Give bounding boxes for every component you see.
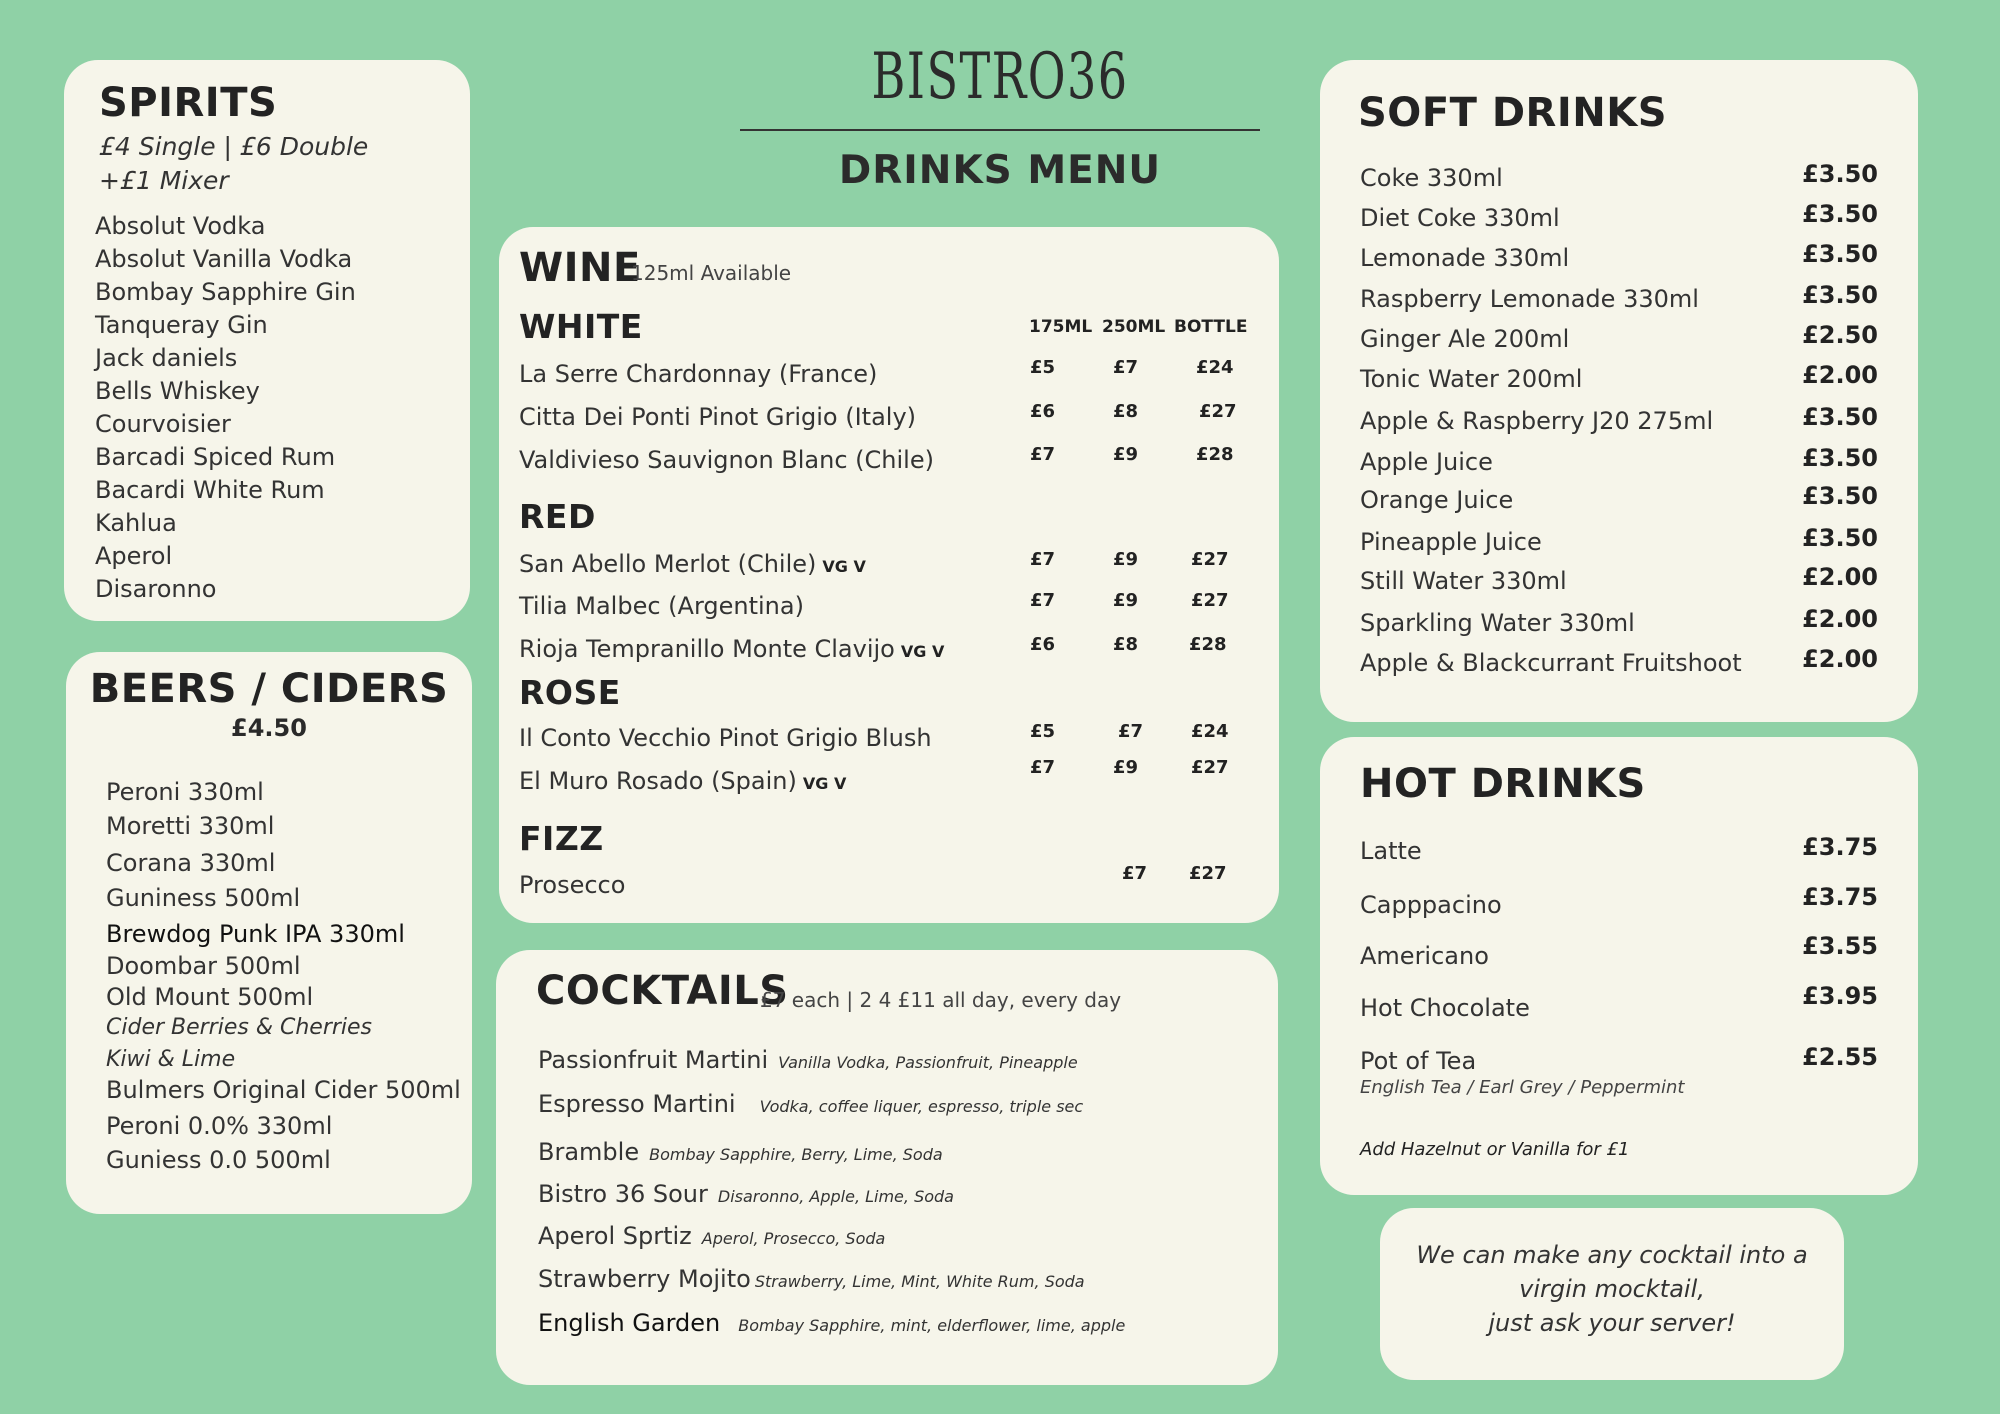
- list-item: Apple Juice £3.50: [1360, 444, 1878, 476]
- list-item: Absolut Vanilla Vodka: [95, 245, 353, 273]
- price-bottle: £28: [1196, 444, 1234, 465]
- soft-drinks-card: [1320, 60, 1918, 722]
- list-item: Bramble Bombay Sapphire, Berry, Lime, Soda: [538, 1138, 943, 1166]
- brand-logo: BISTRO36: [871, 40, 1129, 114]
- list-item: Latte £3.75: [1360, 833, 1878, 865]
- price-bottle: £27: [1199, 401, 1237, 422]
- list-item: Bulmers Original Cider 500ml: [106, 1076, 461, 1104]
- price: £3.50: [1802, 281, 1878, 309]
- price-250ml: £8: [1113, 634, 1139, 655]
- list-item: Passionfruit Martini Vanilla Vodka, Passionfruit, Pineapple: [538, 1046, 1078, 1074]
- cocktail-ingredients: Bombay Sapphire, Berry, Lime, Soda: [649, 1145, 943, 1164]
- beers-card: [66, 652, 472, 1214]
- price: £3.95: [1802, 982, 1878, 1010]
- list-item: Barcadi Spiced Rum: [95, 443, 336, 471]
- spirits-mixer: +£1 Mixer: [99, 166, 229, 195]
- vegan-tag: VG V: [802, 774, 847, 793]
- spirits-title: SPIRITS: [99, 80, 278, 126]
- mocktail-note-card: [1380, 1208, 1844, 1380]
- vegan-tag: VG V: [822, 557, 866, 576]
- list-item: Old Mount 500ml: [106, 983, 314, 1011]
- price-250ml: £9: [1113, 444, 1139, 465]
- price-250ml: £9: [1113, 549, 1139, 570]
- list-item: Jack daniels: [95, 344, 238, 372]
- section-fizz: FIZZ: [519, 819, 604, 858]
- soft-drinks-title: SOFT DRINKS: [1358, 90, 1668, 136]
- list-item: Pot of Tea £2.55: [1360, 1043, 1878, 1075]
- price: £3.50: [1802, 444, 1878, 472]
- beers-price: £4.50: [231, 714, 307, 742]
- price-250ml: £7: [1118, 721, 1144, 742]
- list-item: Lemonade 330ml £3.50: [1360, 240, 1878, 272]
- list-item: Raspberry Lemonade 330ml £3.50: [1360, 281, 1878, 313]
- list-item: Tonic Water 200ml £2.00: [1360, 361, 1878, 393]
- cocktails-subtitle: £7 each | 2 4 £11 all day, every day: [760, 988, 1122, 1012]
- price: £3.50: [1802, 200, 1878, 228]
- list-item: Aperol Sprtiz Aperol, Prosecco, Soda: [538, 1222, 886, 1250]
- mocktail-note: We can make any cocktail into a virgin mocktail, just ask your server!: [1416, 1241, 1808, 1337]
- cocktails-title: COCKTAILS: [536, 968, 789, 1014]
- list-item: Bacardi White Rum: [95, 476, 325, 504]
- price-250ml: £7: [1113, 357, 1139, 378]
- list-item: Doombar 500ml: [106, 952, 301, 980]
- beers-title: BEERS / CIDERS: [89, 666, 449, 712]
- spirits-list: [95, 210, 356, 606]
- list-item: Sparkling Water 330ml £2.00: [1360, 605, 1878, 637]
- price-175ml: £7: [1030, 549, 1056, 570]
- hot-drinks-card: [1320, 737, 1918, 1195]
- price-bottle: £27: [1191, 757, 1229, 778]
- section-red: RED: [519, 497, 596, 536]
- list-item: Tanqueray Gin: [95, 311, 268, 339]
- list-item: Apple & Raspberry J20 275ml £3.50: [1360, 403, 1878, 435]
- hot-drinks-title: HOT DRINKS: [1360, 761, 1646, 807]
- list-item: Strawberry Mojito Strawberry, Lime, Mint, White Rum, Soda: [538, 1265, 1085, 1293]
- cocktail-ingredients: Bombay Sapphire, mint, elderflower, lime, apple: [738, 1316, 1126, 1335]
- cocktails-card: [496, 950, 1278, 1385]
- price: £2.00: [1802, 645, 1878, 673]
- wine-name: La Serre Chardonnay (France): [519, 360, 878, 388]
- section-white: WHITE: [519, 307, 643, 346]
- list-item: Pineapple Juice £3.50: [1360, 524, 1878, 556]
- wine-name: San Abello Merlot (Chile) VG V: [519, 550, 866, 578]
- price: £3.75: [1802, 833, 1878, 861]
- list-item: Bistro 36 Sour Disaronno, Apple, Lime, Soda: [538, 1180, 954, 1208]
- list-item: Guniness 500ml: [106, 884, 301, 912]
- list-item: Peroni 330ml: [106, 778, 264, 806]
- price-bottle: £28: [1189, 634, 1227, 655]
- price: £3.50: [1802, 524, 1878, 552]
- cocktail-ingredients: Disaronno, Apple, Lime, Soda: [717, 1187, 954, 1206]
- list-item: Kiwi & Lime: [106, 1047, 236, 1072]
- list-item: Brewdog Punk IPA 330ml: [106, 920, 405, 948]
- list-item: Guniess 0.0 500ml: [106, 1146, 331, 1174]
- vegan-tag: VG V: [900, 642, 945, 661]
- cocktail-ingredients: Vanilla Vodka, Passionfruit, Pineapple: [778, 1053, 1078, 1072]
- list-item: Diet Coke 330ml £3.50: [1360, 200, 1878, 232]
- header-divider: [740, 129, 1260, 131]
- cocktail-ingredients: Strawberry, Lime, Mint, White Rum, Soda: [754, 1272, 1085, 1291]
- list-item: Absolut Vodka: [95, 212, 266, 240]
- price-250ml: £8: [1113, 401, 1139, 422]
- list-item: Ginger Ale 200ml £2.50: [1360, 321, 1878, 353]
- column-header-bottle: BOTTLE: [1174, 317, 1248, 337]
- list-item: Courvoisier: [95, 410, 231, 438]
- column-header-175ml: 175ML: [1029, 317, 1093, 337]
- price: £2.50: [1802, 321, 1878, 349]
- price-250ml: £9: [1113, 590, 1139, 611]
- section-rose: ROSE: [519, 673, 621, 712]
- column-header-250ml: 250ML: [1102, 317, 1166, 337]
- tea-options: English Tea / Earl Grey / Peppermint: [1360, 1077, 1685, 1098]
- wine-name: Valdivieso Sauvignon Blanc (Chile): [519, 446, 934, 474]
- price: £3.50: [1802, 482, 1878, 510]
- spirits-pricing: £4 Single | £6 Double: [99, 132, 369, 161]
- price: £2.00: [1802, 605, 1878, 633]
- price-175ml: £6: [1030, 634, 1056, 655]
- list-item: Apple & Blackcurrant Fruitshoot £2.00: [1360, 645, 1878, 677]
- list-item: Corana 330ml: [106, 849, 276, 877]
- hot-drinks-note: Add Hazelnut or Vanilla for £1: [1360, 1139, 1630, 1160]
- wine-name: Tilia Malbec (Argentina): [519, 592, 804, 620]
- price-175ml: £7: [1030, 444, 1056, 465]
- wine-name: Citta Dei Ponti Pinot Grigio (Italy): [519, 403, 917, 431]
- menu-title: DRINKS MENU: [838, 148, 1162, 193]
- wine-name: El Muro Rosado (Spain) VG V: [519, 767, 847, 795]
- price: £2.00: [1802, 563, 1878, 591]
- list-item: Cider Berries & Cherries: [106, 1015, 373, 1040]
- list-item: Disaronno: [95, 575, 217, 603]
- price: £3.55: [1802, 932, 1878, 960]
- list-item: Coke 330ml £3.50: [1360, 160, 1878, 192]
- spirits-card: [64, 60, 470, 621]
- list-item: Peroni 0.0% 330ml: [106, 1112, 333, 1140]
- list-item: Moretti 330ml: [106, 812, 275, 840]
- list-item: Still Water 330ml £2.00: [1360, 563, 1878, 595]
- price: £3.50: [1802, 240, 1878, 268]
- wine-title: WINE: [519, 245, 641, 291]
- wine-subtitle: 125ml Available: [631, 261, 792, 285]
- list-item: Capppacino £3.75: [1360, 883, 1878, 919]
- price-bottle: £27: [1191, 549, 1229, 570]
- list-item: Kahlua: [95, 509, 177, 537]
- price-bottle: £27: [1189, 863, 1227, 884]
- price-175ml: £7: [1030, 757, 1056, 778]
- list-item: Aperol: [95, 542, 173, 570]
- list-item: English Garden Bombay Sapphire, mint, elderflower, lime, apple: [538, 1309, 1126, 1337]
- cocktail-ingredients: Vodka, coffee liquer, espresso, triple sec: [759, 1097, 1084, 1116]
- price: £3.50: [1802, 403, 1878, 431]
- wine-card: [499, 227, 1279, 923]
- price-250ml: £7: [1122, 863, 1148, 884]
- list-item: Hot Chocolate £3.95: [1360, 982, 1878, 1022]
- cocktail-ingredients: Aperol, Prosecco, Soda: [701, 1229, 886, 1248]
- price-bottle: £24: [1191, 721, 1229, 742]
- price-175ml: £6: [1030, 401, 1056, 422]
- price-bottle: £24: [1196, 357, 1234, 378]
- wine-name: Prosecco: [519, 871, 626, 899]
- wine-name: Il Conto Vecchio Pinot Grigio Blush: [519, 724, 932, 752]
- list-item: Bombay Sapphire Gin: [95, 278, 356, 306]
- price: £3.75: [1802, 883, 1878, 911]
- price-175ml: £7: [1030, 590, 1056, 611]
- list-item: Espresso Martini Vodka, coffee liquer, espresso, triple sec: [538, 1090, 1084, 1118]
- list-item: Bells Whiskey: [95, 377, 260, 405]
- price: £3.50: [1802, 160, 1878, 188]
- price-175ml: £5: [1030, 721, 1056, 742]
- list-item: Orange Juice £3.50: [1360, 482, 1878, 514]
- price: £2.55: [1802, 1043, 1878, 1071]
- price-bottle: £27: [1191, 590, 1229, 611]
- wine-name: Rioja Tempranillo Monte Clavijo VG V: [519, 635, 945, 663]
- price-175ml: £5: [1030, 357, 1056, 378]
- list-item: Americano £3.55: [1360, 932, 1878, 970]
- price-250ml: £9: [1113, 757, 1139, 778]
- price: £2.00: [1802, 361, 1878, 389]
